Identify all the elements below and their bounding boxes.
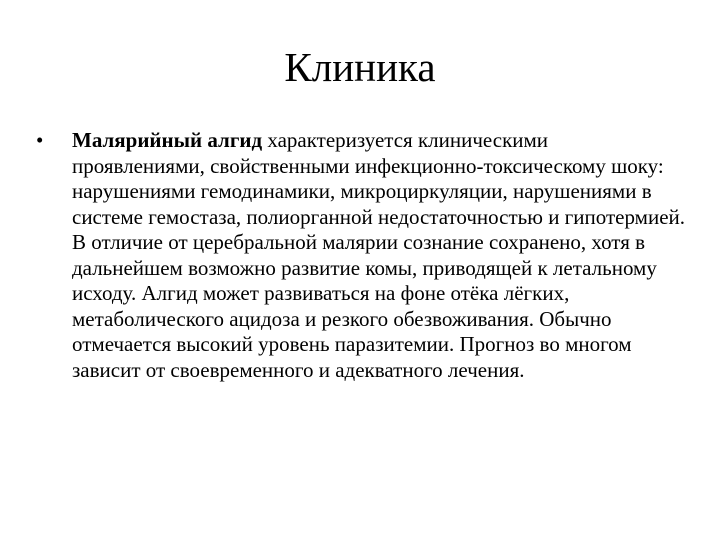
bullet-item xyxy=(36,128,686,383)
slide-title: Клиника xyxy=(284,44,436,90)
bullet-list xyxy=(36,128,686,383)
bullet-icon: • xyxy=(36,128,44,152)
bullet-text: характеризуется клиническими проявлениями, свойственными инфекционно-токсическому шоку: нарушениями гемодинамики, микроциркуляции, нарушениями в системе гемостаза, полиорганной недостаточностью и гипотермией. В отличие от церебральной малярии сознание сохранено, хотя в дальнейшем возможно развитие комы, приводящей к летальному исходу. Алгид может развиваться на фоне отёка лёгких, метаболического ацидоза и резкого обезвоживания. Обычно отмечается высокий уровень паразитемии. Прогноз во многом зависит от своевременного и адекватного лечения. xyxy=(72,128,686,382)
bullet-term: Малярийный алгид xyxy=(72,128,263,152)
